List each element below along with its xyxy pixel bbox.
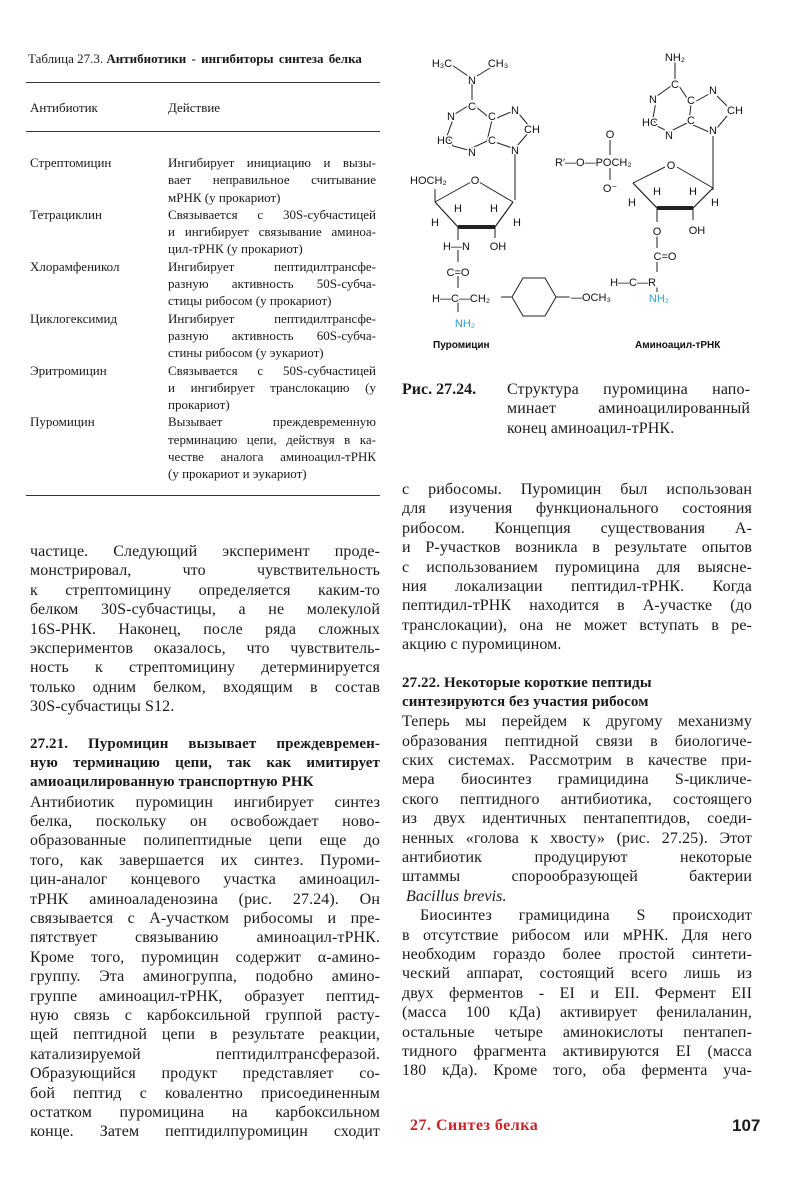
text-line: в отсутствие рибосом или мРНК. Для него (402, 926, 752, 944)
text-line: только одним белком, входящим в состав (30, 678, 380, 696)
action-line: стицы рибосом (у прокариот) (168, 293, 332, 309)
atom-label: N (511, 105, 519, 117)
text-line: из двух идентичных пентапептидов, соеди- (402, 810, 752, 828)
text-line: экспериментов оказалось, что чувствитель- (30, 639, 380, 657)
atom-label: C (488, 111, 496, 123)
text-line: (масса 100 кДа) активирует фенилаланин, (402, 1004, 752, 1022)
table-row (28, 362, 378, 414)
atom-label: H (490, 203, 498, 215)
text-line: образования пептидной связи в биологиче- (402, 732, 752, 750)
atom-label: NH₂ (664, 52, 686, 64)
text-line: Антибиотик пуромицин ингибирует синтез (30, 793, 380, 811)
text-line: бой пептид с ковалентно присоединенным (30, 1084, 380, 1102)
text-line: 180 кДа). Кроме того, оба фермента уча- (402, 1062, 752, 1080)
action-line: Ингибирует пептидилтрансфе- (168, 258, 376, 274)
text-line: частице. Следующий эксперимент проде- (30, 543, 380, 560)
text-line: конец аминоацил-тРНК. (507, 419, 675, 437)
paragraph (30, 542, 380, 717)
text-line: ского пептидного антибиотика, состоящего (402, 790, 752, 808)
atom-label: C=O (446, 267, 470, 279)
bond-lines (435, 62, 727, 316)
text-line: группе аминоацил-тРНК, образует пептид- (30, 987, 380, 1005)
action-line: (у прокариот и эукариот) (168, 466, 307, 482)
text-line: группу. Эта аминогруппа, подобно амино- (30, 968, 380, 986)
puromycin-atom-labels (410, 58, 611, 330)
action-line: терминацию цепи, действуя в ка- (168, 431, 376, 447)
text-line: с использованием пуромицина для выясне- (402, 558, 752, 576)
atom-label: O (652, 226, 662, 238)
figure-structures (395, 40, 775, 355)
atom-label: N (649, 94, 657, 106)
action-line: Связывается с 30S-субчастицей (168, 206, 376, 222)
text-line: амиоацилированную транспортную РНК (30, 774, 314, 791)
text-line: конце. Затем пептидилпуромицин сходит (30, 1123, 380, 1141)
text-line: и Р-участков возникла в результате опытов (402, 539, 752, 557)
table-row (28, 258, 378, 310)
text-line: Кроме того, пуромицин содержит α-амино- (30, 948, 380, 966)
antibiotic-name: Тетрациклин (30, 206, 102, 222)
action-line: прокариот) (168, 397, 230, 413)
antibiotic-name: Хлорамфеникол (30, 258, 120, 274)
atom-label: H—C—R (610, 277, 656, 289)
action-line: разную активность 50S-субча- (168, 276, 376, 292)
table-header-action: Действие (168, 100, 221, 115)
paragraph (402, 906, 752, 1081)
atom-label: —OCH₃ (571, 292, 611, 304)
text-line: Структура пуромицина напо- (507, 381, 750, 398)
atom-label: H (628, 197, 636, 209)
text-line: рибосом. Концепция существования А- (402, 519, 752, 537)
antibiotic-name: Циклогексимид (30, 310, 118, 326)
atom-label: N (511, 145, 519, 157)
text-line: мера биосинтез грамицидина S-цикличе- (402, 771, 752, 789)
action-line: Вызывает преждевременную (168, 414, 376, 430)
figure-caption (402, 380, 752, 438)
text-line: цин-аналог концевого участка аминоацил- (30, 871, 380, 889)
action-line: разную активность 60S-субча- (168, 327, 376, 343)
text-line: Образующийся продукт представляет со- (30, 1065, 380, 1083)
table-header-antibiotic: Антибиотик (30, 100, 98, 115)
table-row (28, 413, 378, 482)
text-line: Биосинтез грамицидина S происходит (420, 907, 752, 925)
figure-caption-text (507, 380, 750, 438)
table-caption-title: Антибиотики - ингибиторы синтеза белка (106, 51, 362, 66)
text-line: необходим гораздо более простой синтети- (402, 945, 752, 963)
text-line: 27.22. Некоторые короткие пептиды (402, 674, 652, 691)
text-line: пятствует связыванию аминоацил-тРНК. (30, 929, 380, 947)
text-line: ческий аппарат, состоящий всего лишь из (402, 965, 752, 983)
atom-label: H (689, 186, 697, 198)
text-line: остальные четыре аминокислоты пентапеп- (402, 1023, 752, 1041)
right-column (402, 480, 752, 1081)
atom-label: C (488, 135, 496, 147)
species-name: Bacillus brevis. (406, 887, 507, 905)
atom-label: H (431, 217, 439, 229)
text-line: ненных «голова к хвосту» (рис. 27.25). Этот (402, 829, 752, 847)
figure-label-puromycin: Пуромицин (433, 340, 490, 351)
atom-label: OH (688, 225, 706, 237)
action-line: вает неправильное считывание (168, 172, 376, 188)
antibiotic-name: Стрептомицин (30, 155, 112, 170)
atom-label: H₃C (431, 58, 453, 70)
action-line: Ингибирует инициацию и вызы- (168, 155, 376, 170)
action-line: Ингибирует пептидилтрансфе- (168, 310, 376, 326)
table-header-rule (26, 131, 380, 132)
text-line: остатком пуромицина на карбоксильном (30, 1103, 380, 1121)
section-heading-27-22 (402, 674, 752, 713)
action-line: стины рибосом (у эукариот) (168, 345, 324, 361)
atom-label: C (671, 79, 679, 91)
left-column (30, 542, 380, 1142)
figure-label-aminoacyl-trna: Аминоацил-тРНК (635, 340, 721, 351)
atom-label: H (513, 217, 521, 229)
text-line: катализируемой пептидилтрансферазой. (30, 1045, 380, 1063)
atom-label: NH₂ (454, 318, 476, 330)
atom-label: HC (642, 117, 658, 129)
table-row (28, 206, 378, 258)
running-footer-chapter: 27. Синтез белка (410, 1117, 539, 1134)
text-line: образованные полипептидные цепи еще до (30, 832, 380, 850)
text-line: того, как завершается их синтез. Пуроми- (30, 851, 380, 869)
text-line: антибиотик продуцируют некоторые (402, 849, 752, 867)
atom-label: N (665, 130, 673, 142)
text-line: ских системах. Рассмотрим в качестве при- (402, 752, 752, 770)
atom-label: H—C—CH₂ (432, 293, 491, 305)
atom-label: CH (727, 105, 743, 117)
text-line: с рибосомы. Пуромицин был использован (402, 481, 752, 498)
atom-label: O (666, 160, 676, 172)
atom-label: R′—O—POCH₂ (555, 157, 632, 169)
page-number: 107 (732, 1116, 761, 1135)
text-line: 30S-субчастицы S12. (30, 698, 175, 716)
text-line: минает аминоацилированный (507, 400, 750, 418)
aminoacyl-trna-atom-labels (555, 52, 743, 305)
text-line: ную связь с карбоксильной группой расту- (30, 1006, 380, 1024)
text-line: тидного фрагмента активируются EI (масса (402, 1042, 752, 1060)
atom-label: HC (437, 135, 453, 147)
text-line: ную терминацию цепи, так как имитирует (30, 754, 380, 771)
atom-label: O (470, 175, 480, 187)
atom-label: H (653, 186, 661, 198)
text-line: Теперь мы перейдем к другому механизму (402, 713, 752, 731)
atom-label: HOCH₂ (410, 175, 447, 187)
atom-label: N (468, 147, 476, 159)
text-line: для изучения функционального состояния (402, 500, 752, 518)
text-line: синтезируются без участия рибосом (402, 693, 649, 710)
text-line: белка, поскольку он освобождает ново- (30, 813, 380, 831)
text-line: тРНК аминоаладенозина (рис. 27.24). Он (30, 890, 380, 908)
atom-label: H (711, 197, 719, 209)
section-heading-27-21 (30, 735, 380, 793)
action-line: и ингибирует транслокацию (у (168, 379, 376, 395)
paragraph (402, 712, 752, 887)
paragraph (402, 480, 752, 655)
table-bottom-rule (26, 495, 380, 496)
atom-label: H (454, 203, 462, 215)
atom-label: CH (524, 124, 540, 136)
atom-label: C (468, 101, 476, 113)
text-line: акцию с пуромицином. (402, 636, 562, 654)
atom-label: N (447, 111, 455, 123)
action-line: честве аналога аминоацил-тРНК (168, 449, 376, 465)
text-line: щей пептидной цепи в результате реакции, (30, 1026, 380, 1044)
text-line: двух ферментов - EI и EII. Фермент EII (402, 984, 752, 1002)
text-line: ния локализации пептидил-тРНК. Когда (402, 577, 752, 595)
antibiotic-name: Пуромицин (30, 414, 95, 430)
atom-label: C (687, 115, 695, 127)
atom-label: CH₃ (487, 58, 509, 70)
table-caption-prefix: Таблица 27.3. (28, 51, 104, 66)
text-line: белком 30S-субчастицы, а не молекулой (30, 601, 380, 619)
text-line: монстрировал, что чувствительность (30, 562, 380, 580)
text-line: транслокации), она не может вступать в ре- (402, 616, 752, 634)
paragraph (30, 793, 380, 1142)
antibiotic-name: Эритромицин (30, 362, 107, 378)
table-top-rule (26, 82, 380, 83)
atom-label: H—N (443, 241, 470, 253)
text-line: пептидил-тРНК находится в А-участке (до (402, 597, 752, 615)
atom-label: NH₂ (648, 293, 670, 305)
atom-label: O (605, 129, 615, 141)
text-line: штаммы спорообразующей бактерии (402, 868, 752, 886)
table-row (28, 154, 378, 206)
atom-label: N (709, 85, 717, 97)
atom-label: N (709, 125, 717, 137)
action-line: цил-тРНК (у прокариот) (168, 241, 303, 257)
table-row (28, 310, 378, 362)
text-line: к стрептомицину определяется каким-то (30, 581, 380, 599)
table-body (28, 154, 378, 483)
text-line: 27.21. Пуромицин вызывает преждевремен- (30, 735, 380, 752)
action-line: Связывается с 50S-субчастицей (168, 362, 376, 378)
table-caption (28, 51, 362, 67)
atom-label: N (468, 75, 476, 87)
action-line: и ингибирует связывание аминоа- (168, 224, 376, 240)
text-line: 16S-РНК. Наконец, после ряда сложных (30, 620, 380, 638)
action-line: мРНК (у прокариот) (168, 189, 281, 205)
figure-caption-label: Рис. 27.24. (402, 381, 477, 398)
atom-label: C=O (653, 251, 677, 263)
atom-label: OH (489, 241, 507, 253)
atom-label: O⁻ (602, 183, 618, 195)
text-line: ность к стрептомицину детерминируется (30, 659, 380, 677)
text-line: связывается с А-участком рибосомы и пре- (30, 910, 380, 928)
atom-label: C (687, 95, 695, 107)
